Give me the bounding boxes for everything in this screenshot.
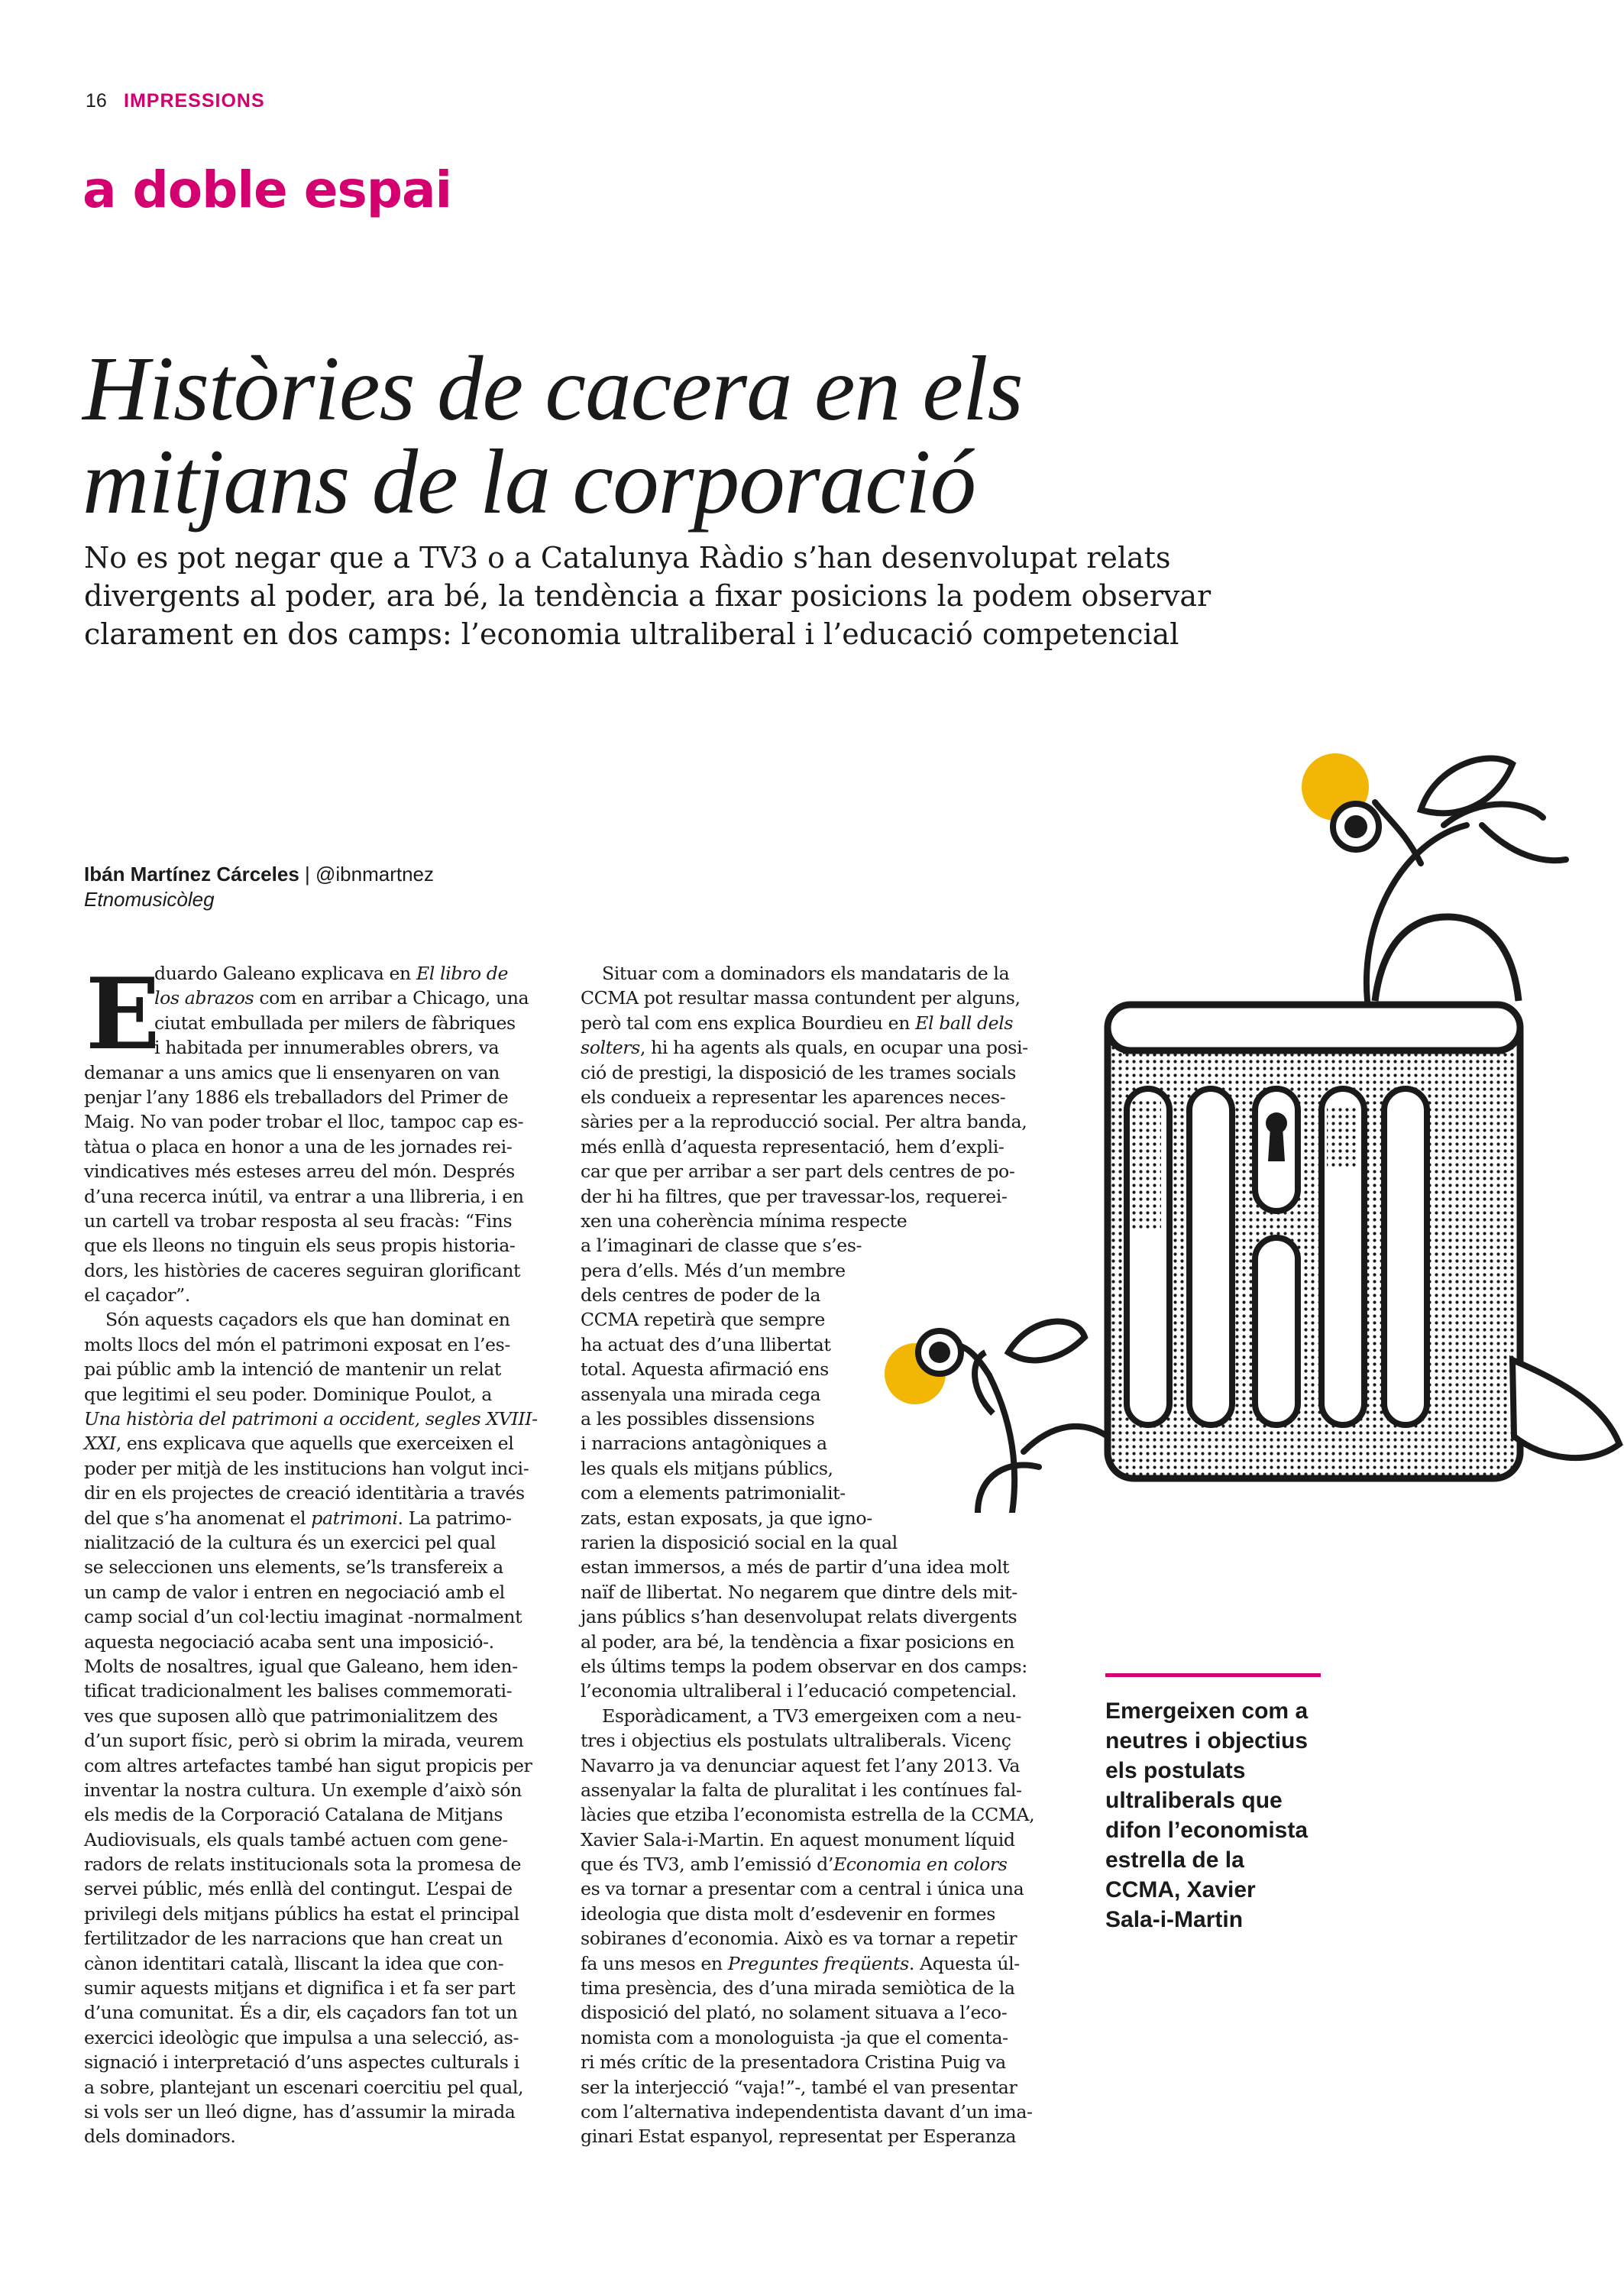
body-line: pera d’ells. Més d’un membre [581, 1259, 846, 1281]
headline [82, 338, 1534, 533]
body-line: ginari Estat espanyol, representat per Esperanza [581, 2126, 1017, 2148]
birdcage-illustration [856, 749, 1624, 1513]
body-line: xen una coherència mínima respecte [581, 1209, 907, 1232]
body-line: es va tornar a presentar com a central i única una [581, 1878, 1024, 1900]
pullquote-line: neutres i objectius [1105, 1728, 1309, 1753]
body-line: camp social d’un col·lectiu imaginat -normalment [84, 1606, 522, 1628]
section-label: IMPRESSIONS [124, 90, 265, 112]
standfirst-line: divergents al poder, ara bé, la tendència a fixar posicions la podem observar [84, 579, 1212, 613]
body-line: tres i objectius els postulats ultraliberals. Vicenç [581, 1730, 1011, 1752]
body-line: dels dominadors. [84, 2126, 236, 2148]
body-line: Audiovisuals, els quals també actuen com gene- [84, 1828, 508, 1850]
plant-left [932, 1345, 1108, 1513]
body-line: Maig. No van poder trobar el lloc, tampoc cap es- [84, 1111, 524, 1133]
body-line: Molts de nosaltres, igual que Galeano, hem iden- [84, 1655, 518, 1677]
body-line: car que per arribar a ser part dels centres de po- [581, 1161, 1015, 1183]
body-line: nialització de la cultura és un exercici pel qual [84, 1531, 496, 1553]
body-line: més enllà d’aquesta representació, hem d’expli- [581, 1135, 1004, 1158]
body-line: aquesta negociació acaba sent una imposició-. [84, 1630, 494, 1653]
body-column-1 [84, 957, 554, 2149]
author-name: Ibán Martínez Cárceles [84, 863, 299, 886]
body-line: assenyalar la falta de pluralitat i les contínues fal- [581, 1779, 1022, 1801]
body-line: Són aquests caçadors els que han dominat en [105, 1309, 510, 1331]
cage-dome [1375, 917, 1519, 1001]
body-line: cànon identitari català, lliscant la idea que con- [84, 1952, 504, 1974]
byline [84, 860, 434, 888]
body-line: CCMA pot resultar massa contundent per alguns, [581, 987, 1021, 1009]
body-line: Situar com a dominadors els mandataris de la [602, 963, 1010, 984]
body-line: total. Aquesta afirmació ens [581, 1358, 829, 1381]
body-line: ha actuat des d’una llibertat [581, 1333, 831, 1355]
body-line: privilegi dels mitjans públics ha estat el principal [84, 1902, 519, 1925]
body-line: que és TV3, amb l’emissió d’Economia en colors [581, 1854, 1008, 1876]
byline-separator: | [299, 863, 315, 886]
author-role: Etnomusicòleg [84, 888, 215, 911]
drop-cap: E [86, 957, 160, 1072]
pullquote-rule [1105, 1673, 1321, 1677]
body-line: els últims temps la podem observar en dos camps: [581, 1655, 1027, 1677]
body-line: Navarro ja va denunciar aquest fet l’any 2013. Va [581, 1754, 1021, 1776]
body-line: d’un suport físic, però si obrim la mirada, veurem [84, 1730, 524, 1752]
body-line: al poder, ara bé, la tendència a fixar posicions en [581, 1630, 1014, 1653]
body-line: naïf de llibertat. No negarem que dintre dels mit- [581, 1581, 1017, 1603]
body-line: que legitimi el seu poder. Dominique Poulot, a [84, 1383, 492, 1405]
body-line: l’economia ultraliberal i l’educació competencial. [581, 1680, 1017, 1702]
body-line: tificat tradicionalment les balises commemorati- [84, 1680, 513, 1702]
body-line: vindicatives més esteses arreu del món. Després [84, 1161, 515, 1183]
headline-line: Històries de cacera en els [82, 338, 1023, 440]
body-line: dors, les històries de caceres seguiran glorificant [84, 1259, 521, 1281]
body-line: demanar a uns amics que li ensenyaren on van [84, 1061, 500, 1083]
body-line: inventar la nostra cultura. Un exemple d’això són [84, 1779, 522, 1801]
body-line: duardo Galeano explicava en El libro de [154, 963, 509, 984]
body-line: com a elements patrimonialit- [581, 1482, 846, 1504]
body-line: se seleccionen uns elements, se’ls transfereix a [84, 1556, 503, 1579]
body-line: sàries per a la reproducció social. Per altra banda, [581, 1111, 1027, 1133]
body-line: rarien la disposició social en la qual [581, 1531, 898, 1553]
body-line: Una història del patrimoni a occident, segles XVIII- [84, 1408, 538, 1430]
body-line: els condueix a representar les aparences neces- [581, 1086, 1006, 1108]
body-line: dels centres de poder de la [581, 1284, 821, 1307]
body-line: a les possibles dissensions [581, 1408, 815, 1430]
leaf-left [1008, 1322, 1085, 1361]
body-line: der hi ha filtres, que per travessar-los, requerei- [581, 1185, 1008, 1207]
pullquote-line: difon l’economista [1105, 1818, 1309, 1843]
body-line: los abrazos com en arribar a Chicago, una [154, 987, 529, 1009]
pullquote-line: Sala-i-Martin [1105, 1907, 1244, 1932]
body-line: exercici ideològic que impulsa a una selecció, as- [84, 2026, 519, 2048]
body-line: tàtua o placa en honor a una de les jornades rei- [84, 1135, 513, 1158]
body-line: ri més crític de la presentadora Cristina Puig va [581, 2051, 1006, 2074]
body-line: a l’imaginari de classe que s’es- [581, 1235, 862, 1257]
body-line: els medis de la Corporació Catalana de Mitjans [84, 1804, 503, 1826]
page-number: 16 [86, 90, 107, 112]
body-line: assenyala una mirada cega [581, 1383, 821, 1405]
body-line: molts llocs del món el patrimoni exposat en l’es- [84, 1333, 510, 1355]
body-line: a sobre, plantejant un escenari coercitiu pel qual, [84, 2076, 524, 2098]
body-line: fa uns mesos en Preguntes freqüents. Aquesta úl- [581, 1952, 1020, 1974]
body-line: estan immersos, a més de partir d’una idea molt [581, 1556, 1010, 1579]
body-line: d’una recerca inútil, va entrar a una llibreria, i en [84, 1185, 524, 1207]
body-line: penjar l’any 1886 els treballadors del Primer de [84, 1086, 509, 1108]
body-line: jans públics s’han desenvolupat relats divergents [581, 1606, 1017, 1628]
body-line: disposició del plató, no solament situava a l’eco- [581, 2002, 1008, 2024]
body-line: servei públic, més enllà del contingut. L’espai de [84, 1878, 513, 1900]
body-line: dir en els projectes de creació identitària a través [84, 1482, 525, 1504]
body-line: ció de prestigi, la disposició de les trames socials [581, 1061, 1016, 1083]
body-line: pai públic amb la intenció de mantenir un relat [84, 1358, 502, 1381]
standfirst-line: No es pot negar que a TV3 o a Catalunya Ràdio s’han desenvolupat relats [84, 541, 1171, 575]
body-line: ves que suposen allò que patrimonialitzem des [84, 1705, 498, 1727]
body-line: ideologia que dista molt d’esdevenir en formes [581, 1902, 995, 1925]
body-line: i narracions antagòniques a [581, 1433, 827, 1455]
body-line: un cartell va trobar resposta al seu fracàs: “Fins [84, 1209, 513, 1232]
body-line: com altres artefactes també han sigut propicis per [84, 1754, 532, 1776]
body-line: ser la interjecció “vaja!”-, també el van presentar [581, 2076, 1017, 2098]
body-line: solters, hi ha agents als quals, en ocupar una posi- [581, 1037, 1028, 1059]
standfirst-line: clarament en dos camps: l’economia ultraliberal i l’educació competencial [84, 617, 1179, 651]
cage-body [1108, 1005, 1520, 1478]
pullquote-line: CCMA, Xavier [1105, 1877, 1256, 1902]
body-line: tima presència, des d’una mirada semiòtica de la [581, 1977, 1015, 1999]
body-line: signació i interpretació d’uns aspectes culturals i [84, 2051, 519, 2074]
body-line: les quals els mitjans públics, [581, 1457, 833, 1479]
body-line: fertilitzador de les narracions que han creat un [84, 1928, 503, 1950]
body-line: del que s’ha anomenat el patrimoni. La patrimo- [84, 1507, 512, 1529]
body-line: radors de relats institucionals sota la promesa de [84, 1854, 522, 1876]
body-line: sumir aquests mitjans et dignifica i et fa ser part [84, 1977, 516, 1999]
pullquote [1105, 1696, 1334, 1935]
pullquote-line: els postulats [1105, 1758, 1246, 1783]
body-line: Xavier Sala-i-Martin. En aquest monument líquid [581, 1828, 1015, 1850]
bird-tail [1512, 1360, 1619, 1458]
pullquote-line: Emergeixen com a [1105, 1698, 1309, 1724]
author-handle: @ibnmartnez [315, 863, 434, 886]
body-line: zats, estan exposats, ja que igno- [581, 1507, 872, 1529]
body-line: poder per mitjà de les institucions han volgut inci- [84, 1457, 529, 1479]
body-line: XXI, ens explicava que aquells que exerceixen el [84, 1433, 514, 1455]
standfirst [84, 539, 1535, 653]
body-line: un camp de valor i entren en negociació amb el [84, 1581, 505, 1603]
headline-line: mitjans de la corporació [82, 431, 976, 533]
body-line: Esporàdicament, a TV3 emergeixen com a neu- [602, 1705, 1021, 1727]
pullquote-line: estrella de la [1105, 1847, 1244, 1873]
rubric-title: a doble espai [82, 160, 452, 219]
body-line: com l’alternativa independentista davant d’un ima- [581, 2100, 1033, 2122]
pullquote-line: ultraliberals que [1105, 1788, 1283, 1813]
body-line: si vols ser un lleó digne, has d’assumir la mirada [84, 2100, 516, 2122]
body-line: làcies que etziba l’economista estrella de la CCMA, [581, 1804, 1035, 1826]
body-line: d’una comunitat. És a dir, els caçadors fan tot un [84, 2002, 518, 2024]
body-line: i habitada per innumerables obrers, va [154, 1037, 500, 1059]
body-line: però tal com ens explica Bourdieu en El ball dels [581, 1012, 1014, 1034]
body-line: que els lleons no tinguin els seus propis historia- [84, 1235, 516, 1257]
body-line: el caçador”. [84, 1284, 190, 1307]
body-line: sobiranes d’economia. Això es va tornar a repetir [581, 1928, 1017, 1950]
body-line: nomista com a monologuista -ja que el comenta- [581, 2026, 1008, 2048]
body-line: ciutat embullada per milers de fàbriques [154, 1012, 516, 1034]
body-line: CCMA repetirà que sempre [581, 1309, 825, 1331]
